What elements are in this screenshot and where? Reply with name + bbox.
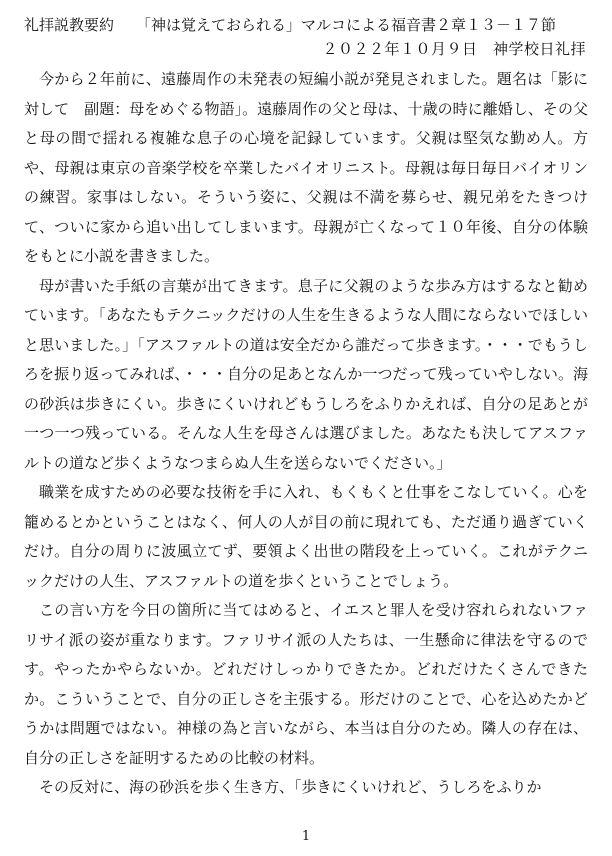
sermon-date: ２０２２年１０月９日 神学校日礼拝 <box>322 40 586 58</box>
paragraph: 母が書いた手紙の言葉が出てきます。息子に父親のような歩み方はするなと勧めています。「あなたもテクニックだけの人生を生きるような人間にならないでほしいと思いました。」「アスファルトの道は安全だから誰だって歩きます。・・・でもうしろを振り返ってみれば、・・・自分の足あとなんか一つだって残っていやしない。海の砂浜は歩きにくい。歩きにくいけれどもうしろをふりかえれば、自分の足あとが一つ一つ残っている。そんな人生を母さんは選びました。あなたも決してアスファルトの道など歩くようなつまらぬ人生を送らないでください。」 <box>24 276 588 472</box>
sermon-category: 礼拝説教要約 <box>24 16 115 34</box>
header <box>24 14 584 36</box>
paragraph: 今から２年前に、遠藤周作の未発表の短編小説が発見されました。題名は「影に対して 副題：母をめぐる物語」。遠藤周作の父と母は、十歳の時に離婚し、その父と母の間で揺れる複雑な息子の心境を記録しています。父親は堅気な勤め人。方や、母親は東京の音楽学校を卒業したバイオリニスト。母親は毎日毎日バイオリンの練習。家事はしない。そういう姿に、父親は不満を募らせ、親兄弟をたきつけて、ついに家から追い出してしまいます。母親が亡くなって１０年後、自分の体験をもとに小説を書きました。 <box>24 70 588 265</box>
paragraph: 職業を成すための必要な技術を手に入れ、もくもくと仕事をこなしていく。心を籠めるとかということはなく、何人の人が目の前に現れても、ただ通り過ぎていくだけ。自分の周りに波風立てず、要領よく出世の階段を上っていく。これがテクニックだけの人生、アスファルトの道を歩くということでしょう。 <box>24 483 588 590</box>
page-number: 1 <box>301 829 311 844</box>
sermon-title: 「神は覚えておられる」マルコによる福音書２章１３－１７節 <box>136 16 557 34</box>
paragraph: その反対に、海の砂浜を歩く生き方、「歩きにくいけれど、うしろをふりか <box>39 778 542 796</box>
paragraph: この言い方を今日の箇所に当てはめると、イエスと罪人を受け容れられないファリサイ派の姿が重なります。ファリサイ派の人たちは、一生懸命に律法を守るのです。やったかやらないか。どれだけしっかりできたか。どれだけたくさんできたか。こういうことで、自分の正しさを主張する。形だけのことで、心を込めたかどうかは問題ではない。神様の為と言いながら、本当は自分のため。隣人の存在は、自分の正しさを証明するための比較の材料。 <box>24 601 588 767</box>
sermon-body <box>24 65 588 803</box>
header-title-row <box>24 14 584 36</box>
